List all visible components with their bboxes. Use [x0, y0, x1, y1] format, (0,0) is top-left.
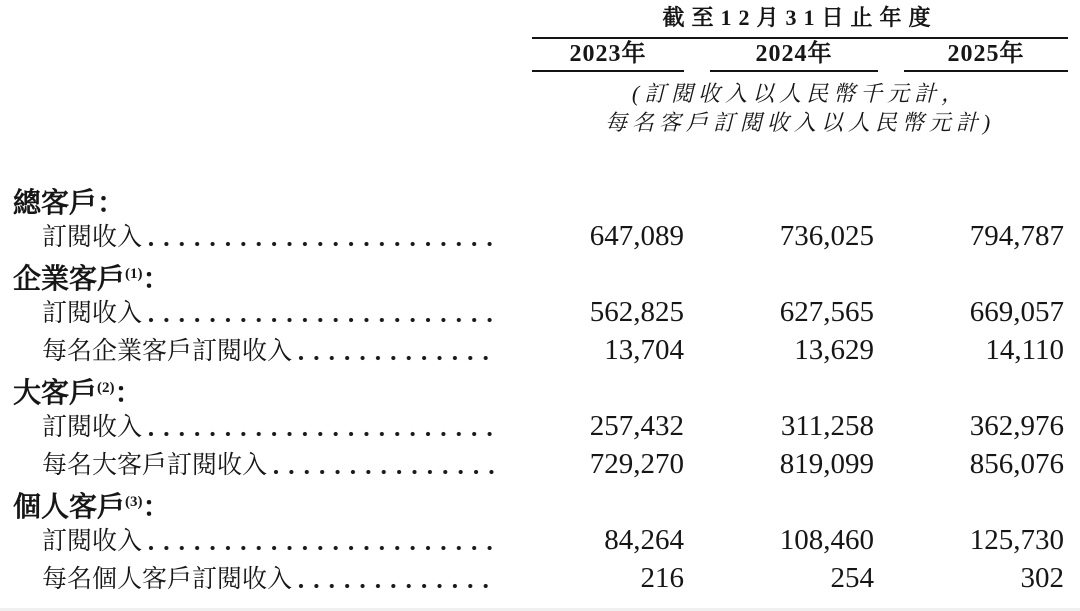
- value-2025: 362,976: [969, 410, 1064, 442]
- row-label-cell: [0, 561, 506, 599]
- row-label-cell: [0, 447, 506, 485]
- dot-leader: [144, 523, 497, 561]
- section-label: [13, 483, 171, 527]
- row-label: 每名個人客戶訂閱收入: [42, 566, 293, 593]
- table-header: [532, 0, 1068, 137]
- data-row: [0, 559, 1080, 597]
- value-2025: 669,057: [969, 296, 1064, 328]
- section-label-cell: [0, 255, 506, 299]
- dot-leader: [144, 409, 497, 447]
- value-2023: 257,432: [589, 410, 684, 442]
- year-column-2024: 2024年: [710, 39, 878, 72]
- dot-leader: [144, 295, 497, 333]
- unit-note-line-2: 每名客戶訂閱收入以人民幣元計): [604, 110, 996, 135]
- value-2024: 108,460: [779, 524, 874, 556]
- year-columns-row: [532, 39, 1068, 72]
- value-2023: 562,825: [589, 296, 684, 328]
- section-colon: ：: [97, 188, 126, 219]
- table-body: [0, 179, 1080, 597]
- footnote-superscript: (3): [125, 494, 143, 510]
- data-row: [0, 217, 1080, 255]
- data-row: [0, 521, 1080, 559]
- row-label: 每名大客戶訂閱收入: [42, 452, 268, 479]
- value-2025: 125,730: [969, 524, 1064, 556]
- value-2024: 254: [830, 562, 874, 594]
- row-label: 訂閱收入: [42, 414, 143, 441]
- value-2024: 627,565: [779, 296, 874, 328]
- value-2025: 302: [1020, 562, 1064, 594]
- data-row: [0, 293, 1080, 331]
- footnote-superscript: (1): [125, 266, 143, 282]
- row-label: 每名企業客戶訂閱收入: [42, 338, 293, 365]
- period-header: 截至12月31日止年度: [532, 5, 1068, 39]
- data-row: [0, 407, 1080, 445]
- row-label-cell: [0, 295, 506, 333]
- footnote-superscript: (2): [97, 380, 115, 396]
- unit-note-line-1: (訂閱收入以人民幣千元計，: [631, 81, 969, 106]
- row-label-cell: [0, 219, 506, 257]
- value-2024: 311,258: [780, 410, 874, 442]
- year-column-2023: 2023年: [532, 39, 684, 72]
- dot-leader: [294, 333, 497, 371]
- section-row: [0, 369, 1080, 407]
- section-label-cell: [0, 179, 506, 223]
- section-label: [13, 255, 171, 299]
- value-2024: 819,099: [779, 448, 874, 480]
- section-label-text: 總客戶: [13, 188, 98, 219]
- value-2025: 856,076: [969, 448, 1064, 480]
- value-2023: 84,264: [604, 524, 684, 556]
- value-2023: 647,089: [589, 220, 684, 252]
- section-label: [13, 179, 125, 223]
- section-label-cell: [0, 369, 506, 413]
- section-label-cell: [0, 483, 506, 527]
- row-label: 訂閱收入: [42, 300, 143, 327]
- section-colon: ：: [142, 264, 171, 295]
- row-label-cell: [0, 523, 506, 561]
- value-2025: 794,787: [969, 220, 1064, 252]
- data-row: [0, 445, 1080, 483]
- value-2023: 729,270: [589, 448, 684, 480]
- dot-leader: [294, 561, 497, 599]
- dot-leader: [269, 447, 497, 485]
- value-2024: 736,025: [779, 220, 874, 252]
- section-row: [0, 179, 1080, 217]
- data-row: [0, 331, 1080, 369]
- section-label: [13, 369, 143, 413]
- row-label: 訂閱收入: [42, 224, 143, 251]
- value-2025: 14,110: [985, 334, 1064, 366]
- value-2024: 13,629: [794, 334, 874, 366]
- row-label-cell: [0, 409, 506, 447]
- dot-leader: [144, 219, 497, 257]
- section-label-text: 大客戶: [13, 378, 98, 409]
- section-colon: ：: [114, 378, 143, 409]
- section-colon: ：: [142, 492, 171, 523]
- unit-note: [532, 79, 1068, 137]
- row-label: 訂閱收入: [42, 528, 143, 555]
- section-label-text: 個人客戶: [13, 492, 126, 523]
- section-label-text: 企業客戶: [13, 264, 126, 295]
- value-2023: 216: [640, 562, 684, 594]
- section-row: [0, 483, 1080, 521]
- section-row: [0, 255, 1080, 293]
- value-2023: 13,704: [604, 334, 684, 366]
- row-label-cell: [0, 333, 506, 371]
- year-column-2025: 2025年: [904, 39, 1068, 72]
